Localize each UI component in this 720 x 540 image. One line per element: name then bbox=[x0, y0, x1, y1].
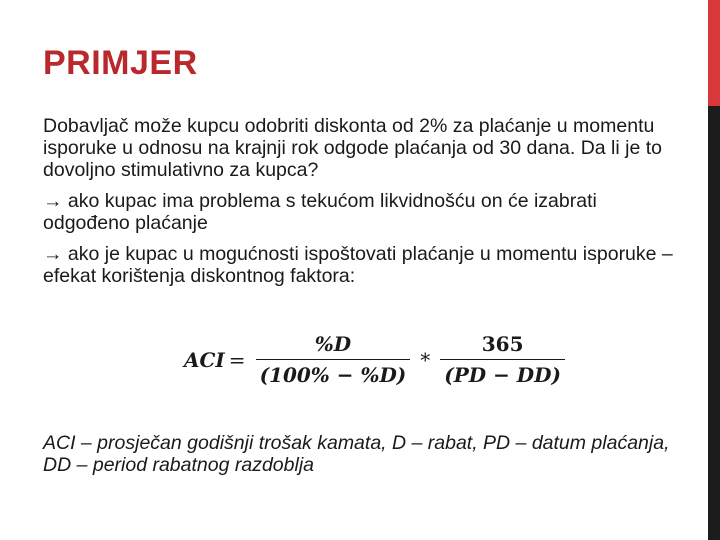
aci-formula bbox=[184, 332, 571, 387]
paragraph-case-liquidity: → ako kupac ima problema s tekućom likvidnošću on će izabrati odgođeno plaćanje bbox=[43, 190, 597, 234]
side-accent-red bbox=[708, 0, 720, 106]
formula-frac2-denominator: (PD − DD) bbox=[440, 359, 565, 387]
formula-lhs: ACI bbox=[184, 347, 225, 372]
formula-fraction-discount bbox=[256, 332, 411, 387]
formula-legend: ACI – prosječan godišnji trošak kamata, D – rabat, PD – datum plaćanja, DD – period rabatnog razdoblja bbox=[43, 432, 670, 476]
formula-equals: = bbox=[228, 347, 246, 372]
side-accent-bar bbox=[708, 0, 720, 540]
formula-frac1-denominator: (100% − %D) bbox=[256, 359, 411, 387]
formula-frac1-numerator: %D bbox=[314, 332, 352, 356]
formula-times: * bbox=[420, 347, 431, 372]
slide-body bbox=[43, 115, 673, 296]
slide-title: PRIMJER bbox=[43, 44, 198, 82]
formula-fraction-days bbox=[440, 332, 565, 387]
formula-frac2-numerator: 365 bbox=[481, 332, 524, 356]
paragraph-case-discount: → ako je kupac u mogućnosti ispoštovati plaćanje u momentu isporuke – efekat korištenja diskontnog faktora: bbox=[43, 243, 673, 287]
paragraph-intro: Dobavljač može kupcu odobriti diskonta od 2% za plaćanje u momentu isporuke u odnosu na krajnji rok odgode plaćanja od 30 dana. Da li je to dovoljno stimulativno za kupca? bbox=[43, 115, 663, 181]
